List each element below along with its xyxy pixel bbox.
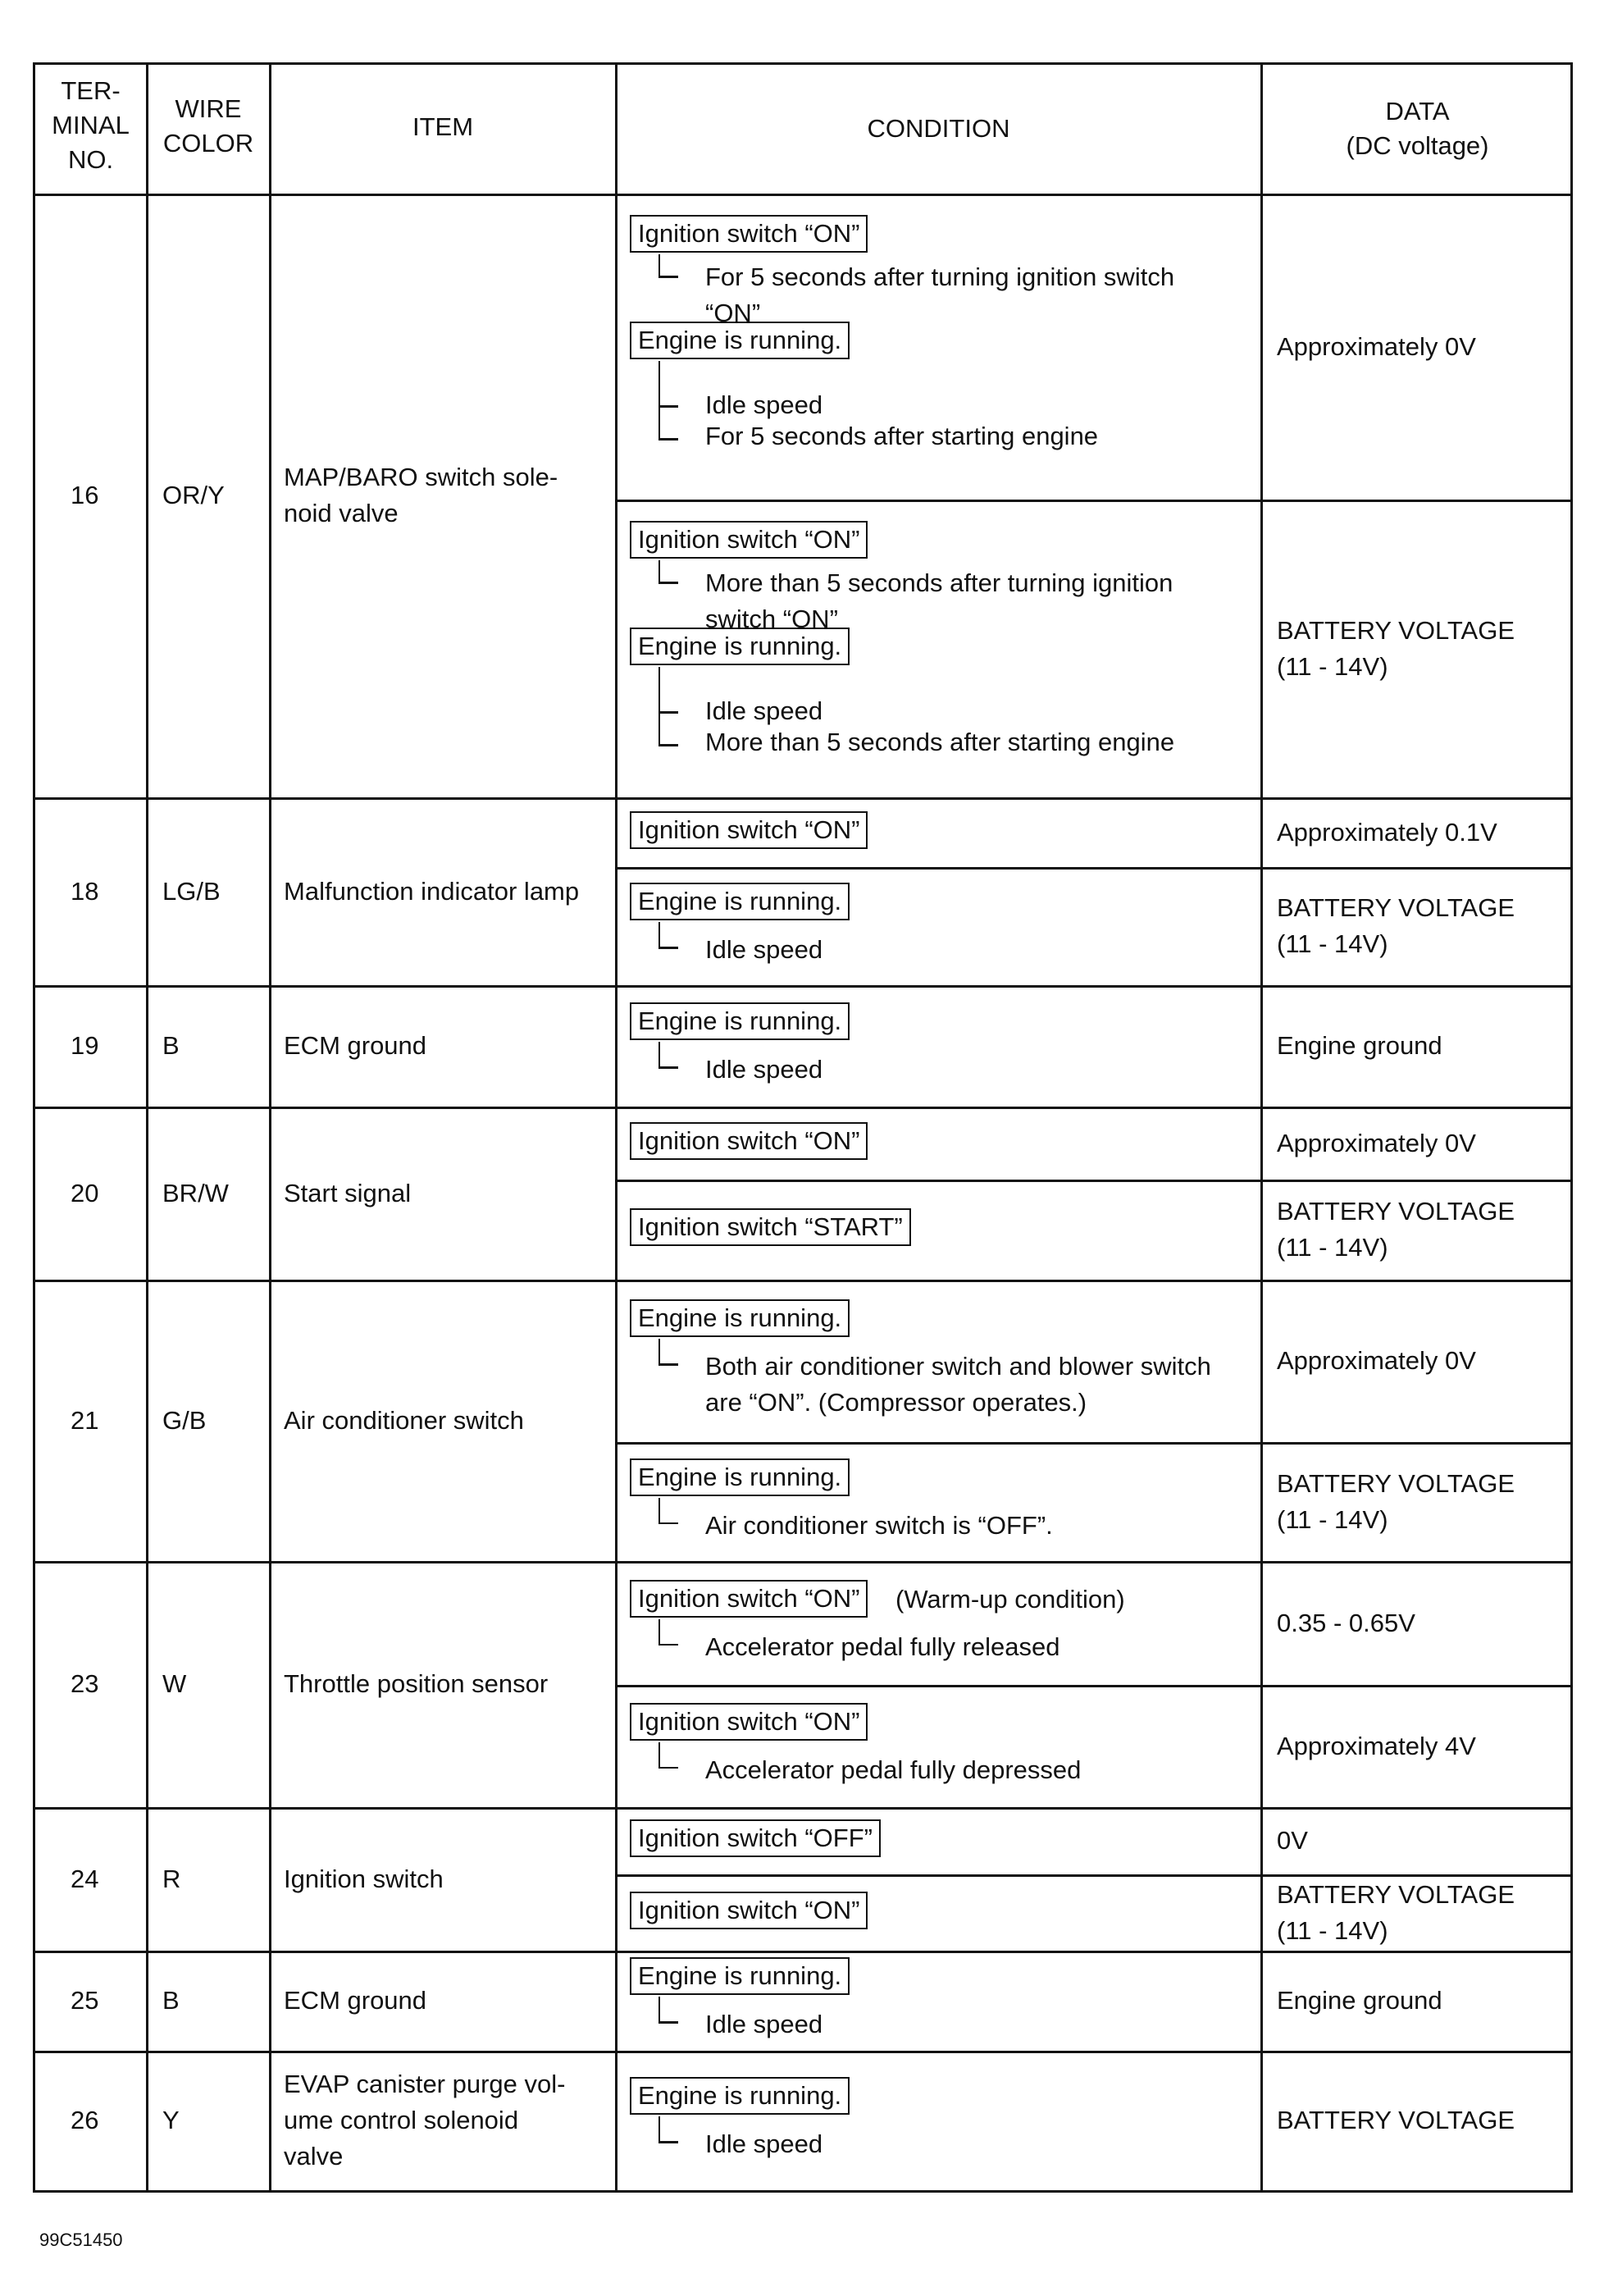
data-value: BATTERY VOLTAGE [1277, 2106, 1515, 2134]
data-value: Approximately 0V [1277, 1346, 1476, 1375]
condition-detail: Idle speed [705, 2129, 823, 2158]
wire-color: OR/Y [162, 481, 225, 509]
tree-connector [658, 1619, 660, 1646]
wire-color: B [162, 1031, 180, 1060]
tree-connector-tick [658, 1363, 678, 1366]
terminal-number: 16 [71, 481, 99, 509]
tree-connector-tick [658, 2021, 678, 2024]
column-divider [615, 62, 617, 2190]
data-value: BATTERY VOLTAGE [1277, 1197, 1515, 1226]
data-value: (11 - 14V) [1277, 1233, 1388, 1262]
item-name: valve [284, 2142, 344, 2170]
row-divider [33, 2051, 1570, 2053]
tree-connector [658, 1498, 660, 1524]
data-value: Approximately 0V [1277, 331, 1476, 361]
condition-detail: Idle speed [705, 696, 823, 725]
tree-connector [658, 361, 660, 440]
terminal-number: 18 [71, 876, 99, 906]
condition-divider [615, 1442, 1570, 1445]
item-name: MAP/BARO switch sole- [284, 463, 558, 491]
tree-connector [658, 2116, 660, 2143]
row-divider [33, 1107, 1570, 1109]
row-divider [33, 985, 1570, 988]
data-value: (11 - 14V) [1277, 1915, 1388, 1945]
terminal-number: 26 [71, 2106, 99, 2134]
row-divider [33, 797, 1570, 800]
data-value: Engine ground [1277, 1031, 1442, 1060]
tree-connector-tick [658, 582, 678, 584]
condition-divider [615, 1180, 1570, 1182]
condition-detail: “ON” [705, 299, 761, 327]
wire-color: G/B [162, 1405, 207, 1435]
condition-box: Ignition switch “ON” [630, 1122, 868, 1160]
item-name: ume control solenoid [284, 2106, 519, 2134]
condition-note: (Warm-up condition) [895, 1584, 1125, 1614]
condition-box: Engine is running. [630, 322, 850, 359]
condition-box: Engine is running. [630, 883, 850, 920]
header-condition: CONDITION [867, 114, 1010, 143]
tree-connector [658, 560, 660, 583]
tree-connector [658, 1742, 660, 1769]
wire-color: Y [162, 2106, 180, 2134]
item-name: Air conditioner switch [284, 1405, 524, 1435]
condition-detail: Accelerator pedal fully depressed [705, 1755, 1082, 1784]
row-divider [33, 1807, 1570, 1810]
condition-detail: Idle speed [705, 935, 823, 964]
row-divider [33, 1951, 1570, 1953]
column-divider [146, 62, 148, 2190]
header-wire-color: WIRE COLOR [162, 94, 254, 157]
condition-box: Ignition switch “ON” [630, 811, 868, 849]
tree-connector-tick [658, 1066, 678, 1069]
data-value: BATTERY VOLTAGE [1277, 1468, 1515, 1498]
data-value: Approximately 0V [1277, 1128, 1476, 1157]
condition-box: Ignition switch “ON” [630, 215, 868, 253]
wire-color: BR/W [162, 1178, 229, 1207]
item-name: Throttle position sensor [284, 1669, 549, 1698]
tree-connector [658, 1042, 660, 1068]
condition-box: Engine is running. [630, 1957, 850, 1995]
terminal-number: 21 [71, 1405, 99, 1435]
tree-connector-tick [658, 2141, 678, 2143]
tree-connector [658, 254, 660, 277]
terminal-number: 24 [71, 1864, 99, 1893]
header-item: ITEM [412, 112, 474, 141]
terminal-number: 20 [71, 1178, 99, 1207]
wire-color: R [162, 1864, 181, 1893]
tree-connector [658, 1997, 660, 2023]
condition-box: Ignition switch “ON” [630, 521, 868, 559]
item-name: noid valve [284, 499, 399, 527]
condition-detail: Idle speed [705, 1055, 823, 1084]
data-value: BATTERY VOLTAGE [1277, 893, 1515, 922]
data-value: BATTERY VOLTAGE [1277, 1879, 1515, 1909]
wire-color: W [162, 1669, 187, 1698]
terminal-number: 25 [71, 1986, 99, 2015]
data-value: Approximately 0.1V [1277, 817, 1497, 847]
condition-detail: Both air conditioner switch and blower switch [705, 1352, 1211, 1381]
condition-detail: Idle speed [705, 390, 823, 419]
tree-connector [658, 922, 660, 948]
header-terminal: TER- MINAL NO. [52, 76, 130, 174]
condition-divider [615, 867, 1570, 870]
data-value: (11 - 14V) [1277, 651, 1388, 681]
item-name: Malfunction indicator lamp [284, 876, 580, 906]
condition-detail: switch “ON” [705, 605, 838, 633]
item-name: Start signal [284, 1178, 412, 1207]
wire-color: B [162, 1986, 180, 2015]
terminal-number: 23 [71, 1669, 99, 1698]
column-divider [1260, 62, 1263, 2190]
terminal-number: 19 [71, 1031, 99, 1060]
condition-detail: Air conditioner switch is “OFF”. [705, 1510, 1053, 1540]
condition-box: Ignition switch “ON” [630, 1892, 868, 1929]
condition-detail: For 5 seconds after turning ignition switch [705, 262, 1175, 291]
item-name: ECM ground [284, 1986, 427, 2015]
condition-box: Engine is running. [630, 1299, 850, 1337]
tree-connector [658, 667, 660, 746]
condition-box: Engine is running. [630, 628, 850, 665]
row-divider [33, 1280, 1570, 1282]
tree-connector-tick [658, 1767, 678, 1769]
tree-connector-tick [658, 276, 678, 278]
data-value: Approximately 4V [1277, 1731, 1476, 1760]
data-value: BATTERY VOLTAGE [1277, 615, 1515, 645]
tree-connector-tick [658, 405, 678, 408]
condition-box: Ignition switch “ON” [630, 1580, 868, 1618]
tree-connector-tick [658, 947, 678, 949]
item-name: EVAP canister purge vol- [284, 2070, 566, 2098]
wire-color: LG/B [162, 876, 221, 906]
tree-connector-tick [658, 1644, 678, 1646]
header-data: DATA (DC voltage) [1346, 97, 1489, 160]
condition-divider [615, 1685, 1570, 1687]
header-divider [33, 194, 1570, 196]
condition-detail: More than 5 seconds after starting engine [705, 728, 1175, 756]
row-divider [33, 1561, 1570, 1563]
condition-detail: Accelerator pedal fully released [705, 1632, 1060, 1661]
condition-box: Engine is running. [630, 2077, 850, 2115]
condition-box: Engine is running. [630, 1002, 850, 1040]
condition-detail: Idle speed [705, 2010, 823, 2038]
condition-detail: More than 5 seconds after turning ignition [705, 568, 1173, 597]
condition-box: Ignition switch “OFF” [630, 1819, 881, 1857]
tree-connector [658, 1339, 660, 1365]
condition-box: Ignition switch “START” [630, 1208, 911, 1246]
data-value: (11 - 14V) [1277, 1504, 1388, 1534]
data-value: Engine ground [1277, 1986, 1442, 2015]
tree-connector-tick [658, 1522, 678, 1525]
condition-detail: For 5 seconds after starting engine [705, 422, 1099, 450]
tree-connector-tick [658, 744, 678, 746]
condition-detail: are “ON”. (Compressor operates.) [705, 1388, 1087, 1417]
figure-id: 99C51450 [39, 2230, 123, 2250]
data-value: 0V [1277, 1826, 1308, 1855]
condition-box: Engine is running. [630, 1458, 850, 1496]
item-name: Ignition switch [284, 1864, 444, 1893]
column-divider [269, 62, 271, 2190]
tree-connector-tick [658, 438, 678, 440]
data-value: 0.35 - 0.65V [1277, 1608, 1415, 1637]
condition-divider [615, 500, 1570, 502]
tree-connector-tick [658, 711, 678, 714]
data-value: (11 - 14V) [1277, 929, 1388, 958]
condition-box: Ignition switch “ON” [630, 1703, 868, 1741]
item-name: ECM ground [284, 1031, 427, 1060]
